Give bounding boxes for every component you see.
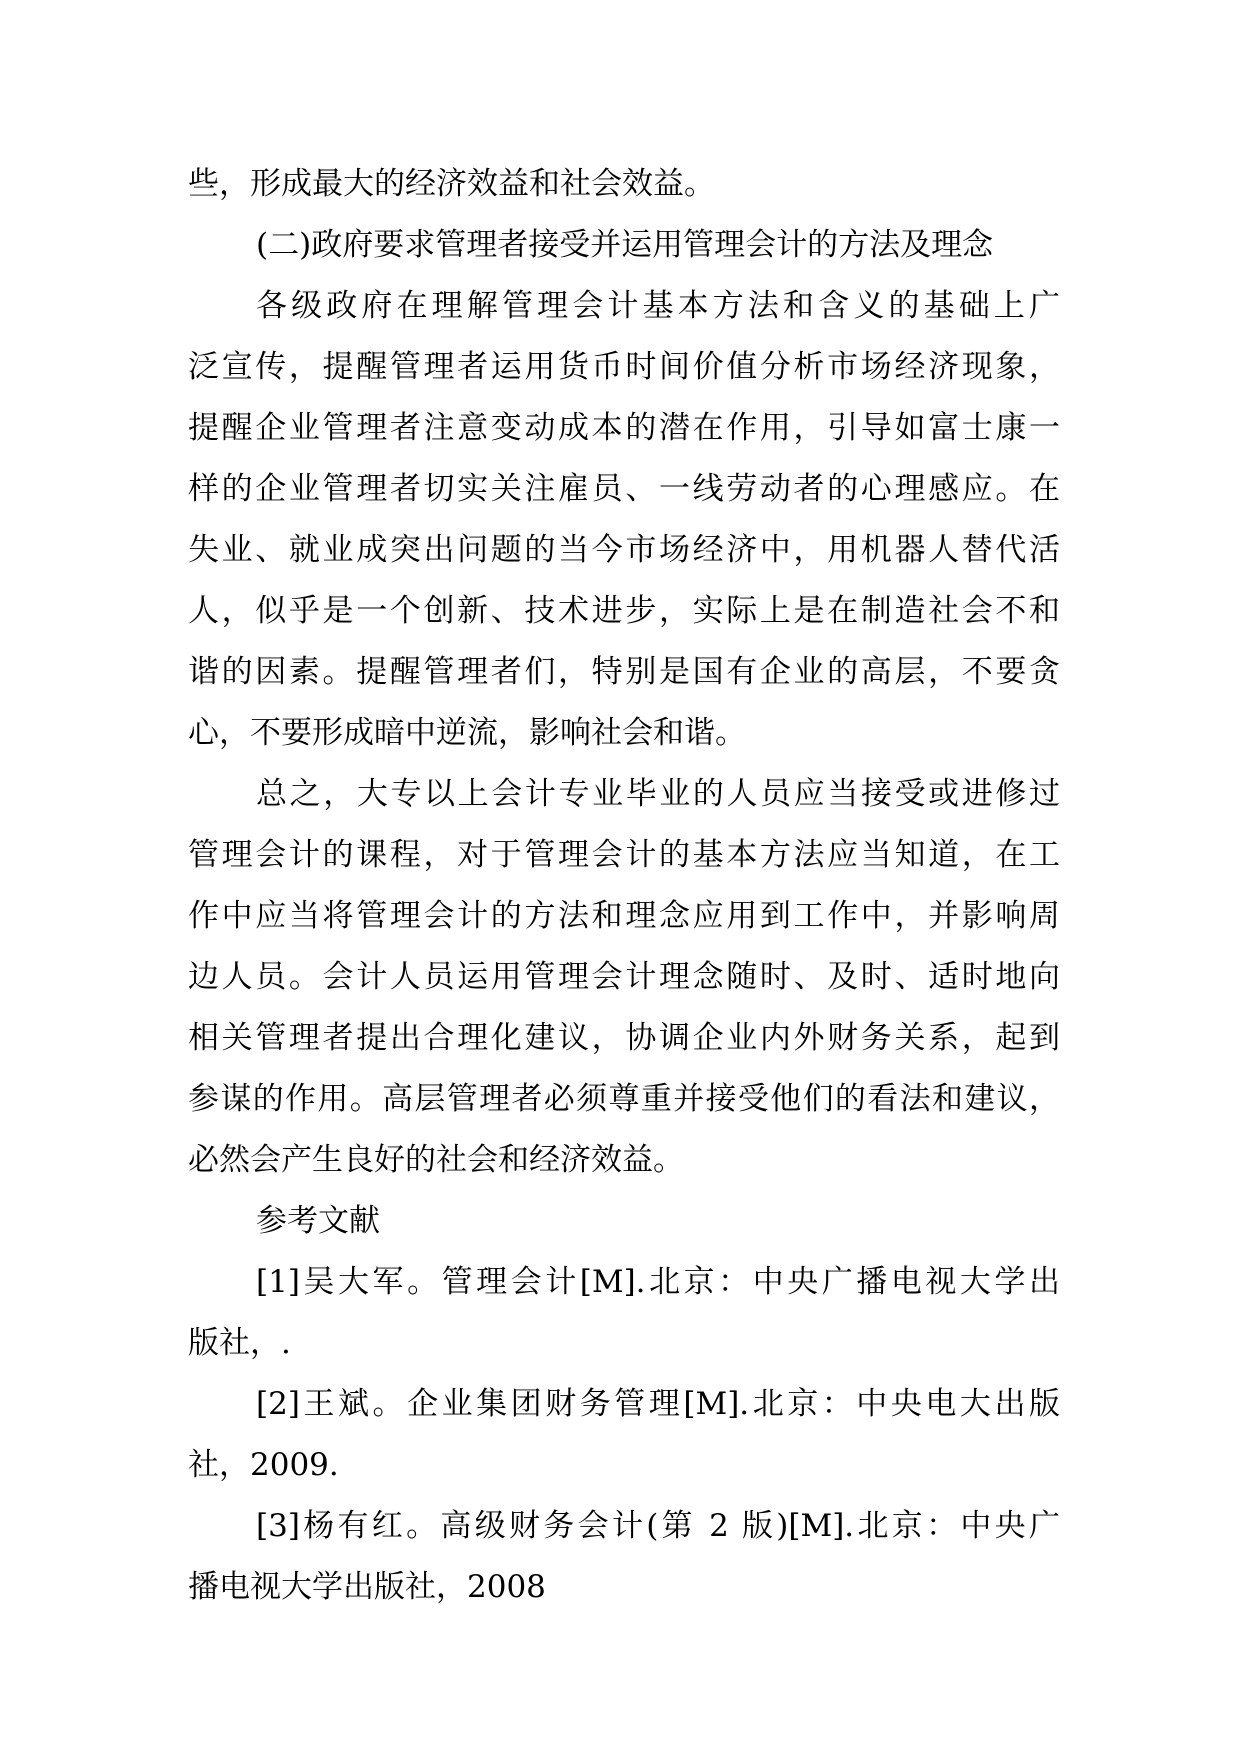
paragraph-line: 必然会产生良好的社会和经济效益。	[188, 1142, 684, 1178]
paragraph-line: 提醒企业管理者注意变动成本的潜在作用，引导如富士康一	[188, 410, 1060, 446]
paragraph-line: 谐的因素。提醒管理者们，特别是国有企业的高层，不要贪	[188, 654, 1060, 690]
paragraph-line: 泛宣传，提醒管理者运用货币时间价值分析市场经济现象，	[188, 349, 1060, 385]
reference-item-line: 社，2009.	[188, 1447, 339, 1483]
section-heading: (二)政府要求管理者接受并运用管理会计的方法及理念	[256, 227, 994, 263]
reference-item-line: [2]王斌。企业集团财务管理[M].北京：中央电大出版	[256, 1386, 1060, 1422]
reference-item-line: 播电视大学出版社，2008	[188, 1569, 546, 1605]
reference-item-line: [1]吴大军。管理会计[M].北京：中央广播电视大学出	[256, 1264, 1060, 1300]
paragraph-line: 参谋的作用。高层管理者必须尊重并接受他们的看法和建议，	[188, 1081, 1060, 1117]
references-heading: 参考文献	[256, 1203, 380, 1239]
paragraph-continuation-line: 些，形成最大的经济效益和社会效益。	[188, 166, 715, 202]
document-body	[188, 154, 1060, 1618]
reference-item-line: [3]杨有红。高级财务会计(第 2 版)[M].北京：中央广	[256, 1508, 1060, 1544]
paragraph-line: 作中应当将管理会计的方法和理念应用到工作中，并影响周	[188, 898, 1060, 934]
paragraph-line: 样的企业管理者切实关注雇员、一线劳动者的心理感应。在	[188, 471, 1060, 507]
paragraph-line: 失业、就业成突出问题的当今市场经济中，用机器人替代活	[188, 532, 1060, 568]
paragraph-line: 总之，大专以上会计专业毕业的人员应当接受或进修过	[256, 776, 1060, 812]
paragraph-line: 边人员。会计人员运用管理会计理念随时、及时、适时地向	[188, 959, 1060, 995]
paragraph-line: 心，不要形成暗中逆流，影响社会和谐。	[188, 715, 746, 751]
paragraph-line: 相关管理者提出合理化建议，协调企业内外财务关系，起到	[188, 1020, 1060, 1056]
paragraph-line: 各级政府在理解管理会计基本方法和含义的基础上广	[256, 288, 1060, 324]
reference-item-line: 版社，.	[188, 1325, 291, 1361]
paragraph-line: 人，似乎是一个创新、技术进步，实际上是在制造社会不和	[188, 593, 1060, 629]
paragraph-line: 管理会计的课程，对于管理会计的基本方法应当知道，在工	[188, 837, 1060, 873]
